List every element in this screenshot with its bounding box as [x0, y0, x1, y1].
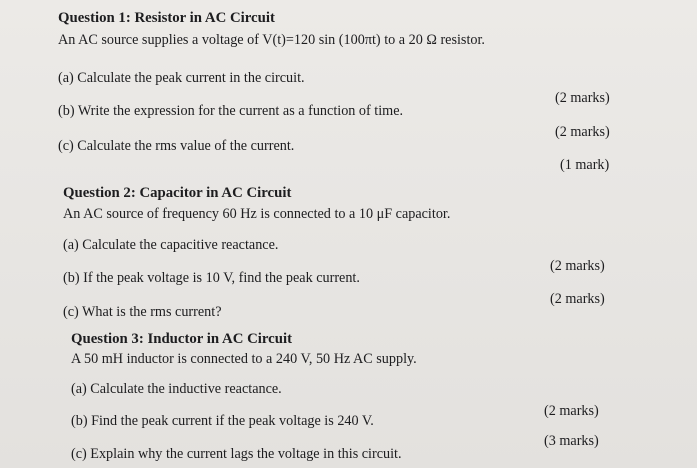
question-1-part-b: (b) Write the expression for the current as a function of time. [58, 103, 404, 119]
question-2-title: Question 2: Capacitor in AC Circuit [63, 185, 292, 201]
question-1-part-a-marks: (2 marks) [555, 90, 610, 106]
question-1-title: Question 1: Resistor in AC Circuit [58, 10, 275, 26]
question-3-part-a-marks: (2 marks) [544, 403, 599, 419]
question-3-intro: A 50 mH inductor is connected to a 240 V, 50 Hz AC supply. [71, 351, 417, 367]
question-2-part-c: (c) What is the rms current? [63, 304, 222, 320]
question-1-part-c: (c) Calculate the rms value of the current. [58, 138, 295, 154]
question-1-part-b-marks: (2 marks) [555, 124, 610, 140]
question-2-intro: An AC source of frequency 60 Hz is connected to a 10 μF capacitor. [63, 206, 451, 222]
question-2-part-b: (b) If the peak voltage is 10 V, find the peak current. [63, 270, 360, 286]
question-3-part-b-marks: (3 marks) [544, 433, 599, 449]
question-3-part-a: (a) Calculate the inductive reactance. [71, 381, 282, 397]
question-2-part-a: (a) Calculate the capacitive reactance. [63, 237, 279, 253]
question-3-part-c: (c) Explain why the current lags the voltage in this circuit. [71, 446, 402, 462]
question-2-part-a-marks: (2 marks) [550, 258, 605, 274]
question-1-part-a: (a) Calculate the peak current in the circuit. [58, 70, 305, 86]
question-1-part-c-marks: (1 mark) [560, 157, 610, 173]
question-1-intro: An AC source supplies a voltage of V(t)=120 sin (100πt) to a 20 Ω resistor. [58, 32, 485, 48]
question-3-part-b: (b) Find the peak current if the peak voltage is 240 V. [71, 413, 374, 429]
question-3-title: Question 3: Inductor in AC Circuit [71, 331, 293, 347]
question-2-part-b-marks: (2 marks) [550, 291, 605, 307]
